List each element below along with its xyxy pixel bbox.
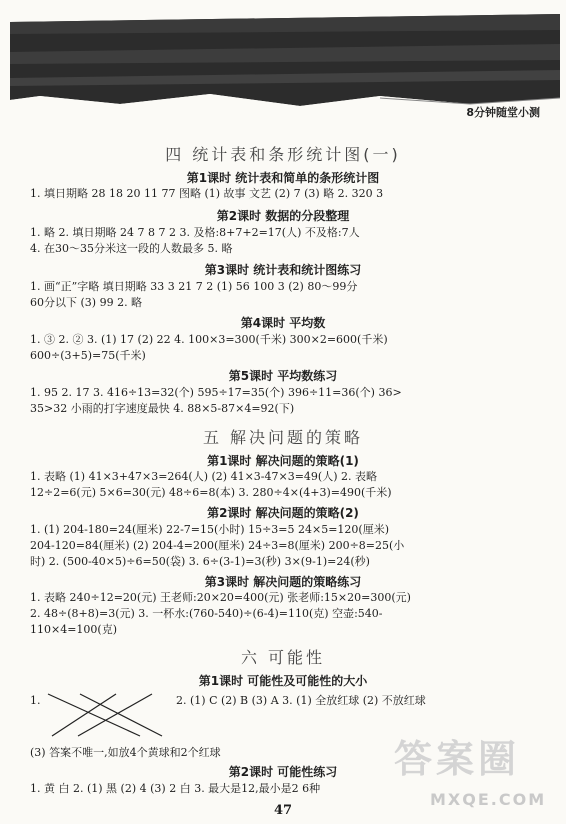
answer-line: 2. 48÷(8+8)=3(元) 3. 一杯水:(760-540)÷(6-4)=110(克) 空壶:540- <box>30 607 383 620</box>
answer-line: (3) 答案不唯一,如放4个黄球和2个红球 <box>30 746 221 759</box>
matching-diagram <box>44 688 166 742</box>
unit-title-4: 四 统计表和条形统计图(一) <box>165 145 401 164</box>
question-label: 1. <box>30 694 41 707</box>
answer-line: 1. (1) 204-180=24(厘米) 22-7=15(小时) 15÷3=5 24×5=120(厘米) <box>30 523 390 536</box>
answer-line: 1. 表略 240÷12=20(元) 王老师:20×20=400(元) 张老师:15×20=300(元) <box>30 591 411 604</box>
lesson-title: 第2课时 可能性练习 <box>228 765 338 779</box>
answer-line: 1. 95 2. 17 3. 416÷13=32(个) 595÷17=35(个) 396÷11=36(个) 36> <box>30 386 402 399</box>
answer-line: 600÷(3+5)=75(千米) <box>30 349 146 362</box>
answer-line: 2. (1) C (2) B (3) A 3. (1) 全放红球 (2) 不放红球 <box>176 694 426 707</box>
page-number: 47 <box>273 803 293 818</box>
answer-line: 35>32 小雨的打字速度最快 4. 88×5-87×4=92(下) <box>30 402 295 415</box>
lesson-title: 第2课时 解决问题的策略(2) <box>207 506 359 520</box>
answer-line: 1. 表略 (1) 41×3+47×3=264(人) (2) 41×3-47×3=49(人) 2. 表略 <box>30 470 378 483</box>
lesson-title: 第3课时 统计表和统计图练习 <box>204 263 362 277</box>
lesson-title: 第1课时 可能性及可能性的大小 <box>198 674 368 688</box>
answer-line: 60分以下 (3) 99 2. 略 <box>30 296 143 309</box>
lesson-title: 第2课时 数据的分段整理 <box>216 209 350 223</box>
unit-title-5: 五 解决问题的策略 <box>202 428 364 447</box>
answer-line: 1. ③ 2. ② 3. (1) 17 (2) 22 4. 100×3=300(千米) 300×2=600(千米) <box>30 333 388 346</box>
answer-line: 1. 画“正”字略 填日期略 33 3 21 7 2 (1) 56 100 3 (2) 80～99分 <box>30 280 358 293</box>
answer-line: 4. 在30～35分米这一段的人数最多 5. 略 <box>30 242 233 255</box>
answer-line: 1. 填日期略 28 18 20 11 77 图略 (1) 故事 文艺 (2) 7 (3) 略 2. 320 3 <box>30 187 384 200</box>
lesson-title: 第5课时 平均数练习 <box>228 369 338 383</box>
watermark-url: MXQE.COM <box>430 790 547 809</box>
answer-line: 110×4=100(克) <box>30 623 118 636</box>
lesson-title: 第1课时 统计表和简单的条形统计图 <box>186 171 380 185</box>
watermark-logo: 答案圈 <box>394 737 521 781</box>
header-tag: 8分钟随堂小测 <box>466 106 540 119</box>
unit-title-6: 六 可能性 <box>240 648 326 667</box>
lesson-title: 第1课时 解决问题的策略(1) <box>207 454 359 468</box>
lesson-title: 第3课时 解决问题的策略练习 <box>204 575 362 589</box>
answer-line: 12÷2=6(元) 5×6=30(元) 48÷6=8(本) 3. 280÷4×(4+3)=490(千米) <box>30 486 392 499</box>
answer-line: 204-120=84(厘米) (2) 204-4=200(厘米) 24÷3=8(厘米) 200÷8=25(小 <box>30 539 405 552</box>
answer-line: 时) 2. (500-40×5)÷6=50(袋) 3. 6÷(3-1)=3(秒) 3×(9-1)=24(秒) <box>30 555 370 568</box>
lesson-title: 第4课时 平均数 <box>240 316 326 330</box>
answer-line: 1. 略 2. 填日期略 24 7 8 7 2 3. 及格:8+7+2=17(人) 不及格:7人 <box>30 226 360 239</box>
answer-line: 1. 黄 白 2. (1) 黑 (2) 4 (3) 2 白 3. 最大是12,最小是2 6种 <box>30 782 321 795</box>
